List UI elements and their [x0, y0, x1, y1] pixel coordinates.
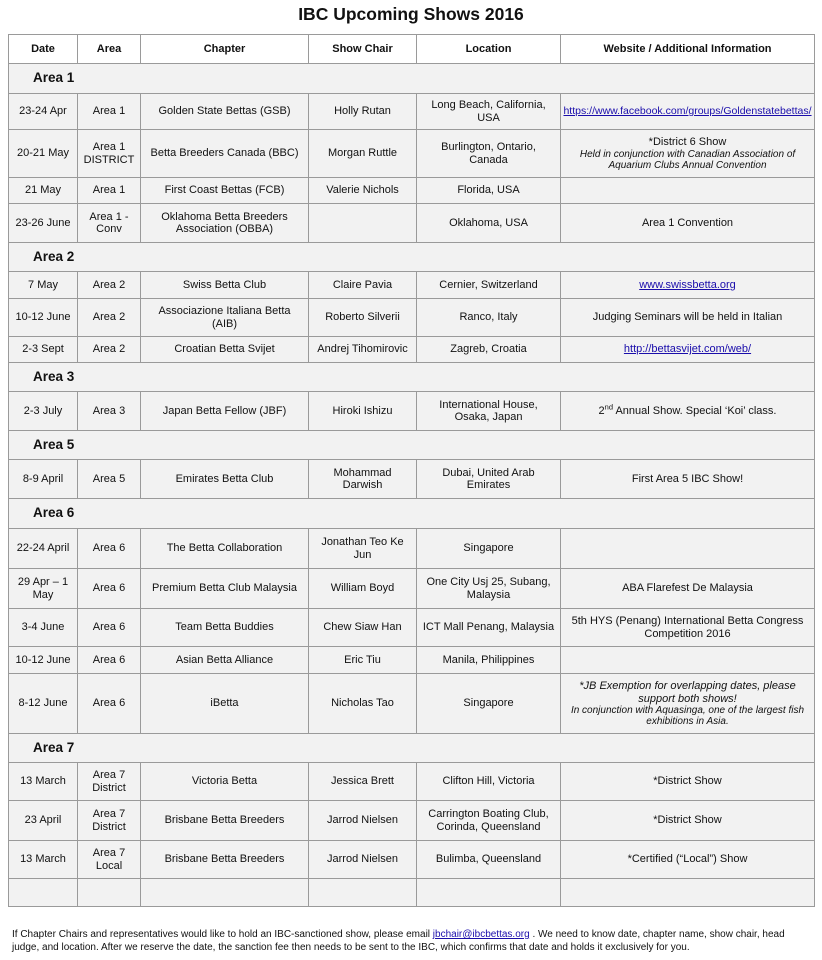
table-row	[9, 674, 815, 734]
info-text: *District 6 Show	[648, 136, 727, 149]
cell-chapter: Japan Betta Fellow (JBF)	[141, 392, 309, 431]
area-heading: Area 1	[9, 64, 815, 94]
cell-info: *District Show	[561, 763, 815, 801]
cell-date: 21 May	[9, 178, 78, 204]
table-row-empty	[9, 879, 815, 907]
cell-location: Burlington, Ontario, Canada	[417, 130, 561, 178]
cell-location: Dubai, United Arab Emirates	[417, 460, 561, 499]
cell-date: 23 April	[9, 801, 78, 841]
cell-chapter: Brisbane Betta Breeders	[141, 841, 309, 879]
header-chapter: Chapter	[141, 35, 309, 64]
website-link[interactable]: http://bettasvijet.com/web/	[623, 343, 752, 356]
cell-area: Area 6	[78, 647, 141, 674]
cell-date: 29 Apr – 1 May	[9, 569, 78, 609]
cell-show-chair: Mohammad Darwish	[309, 460, 417, 499]
table-row	[9, 178, 815, 204]
cell-chapter: iBetta	[141, 674, 309, 734]
cell-info: 5th HYS (Penang) International Betta Congress Competition 2016	[561, 609, 815, 647]
header-area: Area	[78, 35, 141, 64]
cell-chapter: Croatian Betta Svijet	[141, 337, 309, 363]
cell-show-chair: Holly Rutan	[309, 94, 417, 130]
cell-show-chair: Jarrod Nielsen	[309, 801, 417, 841]
cell-area: Area 7 District	[78, 801, 141, 841]
area-heading: Area 7	[9, 734, 815, 763]
cell-chapter: Oklahoma Betta Breeders Association (OBBA)	[141, 204, 309, 243]
cell-chapter: Emirates Betta Club	[141, 460, 309, 499]
cell-area: Area 2	[78, 337, 141, 363]
cell-chapter: Brisbane Betta Breeders	[141, 801, 309, 841]
cell-location: Florida, USA	[417, 178, 561, 204]
cell-area: Area 2	[78, 272, 141, 299]
cell-show-chair: Jessica Brett	[309, 763, 417, 801]
table-row	[9, 569, 815, 609]
table-row	[9, 204, 815, 243]
cell-date: 13 March	[9, 763, 78, 801]
table-row	[9, 529, 815, 569]
header-show-chair: Show Chair	[309, 35, 417, 64]
area-heading: Area 3	[9, 363, 815, 392]
cell-area: Area 6	[78, 569, 141, 609]
cell-show-chair: Valerie Nichols	[309, 178, 417, 204]
cell-area: Area 6	[78, 529, 141, 569]
cell-show-chair: Chew Siaw Han	[309, 609, 417, 647]
cell-area: Area 5	[78, 460, 141, 499]
cell-location: Singapore	[417, 674, 561, 734]
info-text: Annual Show. Special ‘Koi’ class.	[613, 404, 777, 417]
cell-area: Area 1	[78, 178, 141, 204]
cell-date: 10-12 June	[9, 647, 78, 674]
header-location: Location	[417, 35, 561, 64]
cell-area: Area 6	[78, 674, 141, 734]
cell-date: 8-12 June	[9, 674, 78, 734]
table-row	[9, 460, 815, 499]
cell-info: Judging Seminars will be held in Italian	[561, 299, 815, 337]
area-heading-row	[9, 363, 815, 392]
cell-show-chair: Andrej Tihomirovic	[309, 337, 417, 363]
cell-location: Manila, Philippines	[417, 647, 561, 674]
cell-info	[561, 337, 815, 363]
cell-location: Carrington Boating Club, Corinda, Queensland	[417, 801, 561, 841]
cell-show-chair: Jarrod Nielsen	[309, 841, 417, 879]
cell-info	[561, 529, 815, 569]
cell-location: ICT Mall Penang, Malaysia	[417, 609, 561, 647]
cell-info	[561, 178, 815, 204]
cell-date: 23-26 June	[9, 204, 78, 243]
cell-date: 22-24 April	[9, 529, 78, 569]
cell-area: Area 1 - Conv	[78, 204, 141, 243]
cell-show-chair: Nicholas Tao	[309, 674, 417, 734]
header-date: Date	[9, 35, 78, 64]
table-header-row	[9, 35, 815, 64]
cell-chapter: Premium Betta Club Malaysia	[141, 569, 309, 609]
cell-chapter: Swiss Betta Club	[141, 272, 309, 299]
cell-chapter: Victoria Betta	[141, 763, 309, 801]
table-row	[9, 841, 815, 879]
cell-area: Area 6	[78, 609, 141, 647]
website-link[interactable]: www.swissbetta.org	[639, 278, 736, 291]
cell-show-chair: William Boyd	[309, 569, 417, 609]
cell-info: *Certified (“Local”) Show	[561, 841, 815, 879]
cell-show-chair: Eric Tiu	[309, 647, 417, 674]
cell-location: Long Beach, California, USA	[417, 94, 561, 130]
cell-date: 23-24 Apr	[9, 94, 78, 130]
cell-location: Bulimba, Queensland	[417, 841, 561, 879]
cell-date: 13 March	[9, 841, 78, 879]
table-row	[9, 392, 815, 431]
cell-date: 10-12 June	[9, 299, 78, 337]
cell-chapter: The Betta Collaboration	[141, 529, 309, 569]
footer-text-start: If Chapter Chairs and representatives would like to hold an IBC-sanctioned show, please email	[12, 929, 433, 940]
cell-area: Area 7 District	[78, 763, 141, 801]
cell-show-chair: Morgan Ruttle	[309, 130, 417, 178]
cell-info: First Area 5 IBC Show!	[561, 460, 815, 499]
cell-empty	[309, 879, 417, 907]
cell-date: 7 May	[9, 272, 78, 299]
page-title: IBC Upcoming Shows 2016	[298, 4, 524, 24]
shows-table	[8, 34, 815, 907]
cell-info	[561, 130, 815, 178]
table-row	[9, 94, 815, 130]
cell-area: Area 1	[78, 94, 141, 130]
cell-area: Area 7 Local	[78, 841, 141, 879]
cell-date: 8-9 April	[9, 460, 78, 499]
area-heading-row	[9, 431, 815, 460]
cell-chapter: Golden State Bettas (GSB)	[141, 94, 309, 130]
email-link[interactable]: jbchair@ibcbettas.org	[432, 929, 530, 940]
table-row	[9, 609, 815, 647]
cell-show-chair: Hiroki Ishizu	[309, 392, 417, 431]
cell-info	[561, 674, 815, 734]
cell-chapter: Asian Betta Alliance	[141, 647, 309, 674]
info-text: *JB Exemption for overlapping dates, please support both shows!	[579, 680, 796, 705]
cell-location: International House, Osaka, Japan	[417, 392, 561, 431]
website-link[interactable]: https://www.facebook.com/groups/Goldenstatebettas/	[563, 105, 812, 118]
cell-location: Ranco, Italy	[417, 299, 561, 337]
cell-empty	[9, 879, 78, 907]
cell-info: Area 1 Convention	[561, 204, 815, 243]
cell-info	[561, 94, 815, 130]
cell-date: 2-3 Sept	[9, 337, 78, 363]
cell-location: Oklahoma, USA	[417, 204, 561, 243]
table-row	[9, 272, 815, 299]
cell-empty	[78, 879, 141, 907]
cell-info	[561, 392, 815, 431]
cell-area: Area 3	[78, 392, 141, 431]
cell-date: 3-4 June	[9, 609, 78, 647]
footer-text-end: . We need to know date, chapter name, show chair, head judge, and location. After we reserve the date, the sanction fee then needs to be sent to the IBC, which confirms that date and holds it exclusively for you.	[12, 929, 785, 953]
cell-info	[561, 272, 815, 299]
cell-info: ABA Flarefest De Malaysia	[561, 569, 815, 609]
cell-show-chair: Jonathan Teo Ke Jun	[309, 529, 417, 569]
cell-chapter: Associazione Italiana Betta (AIB)	[141, 299, 309, 337]
table-row	[9, 299, 815, 337]
cell-location: Clifton Hill, Victoria	[417, 763, 561, 801]
cell-chapter: Team Betta Buddies	[141, 609, 309, 647]
cell-chapter: Betta Breeders Canada (BBC)	[141, 130, 309, 178]
cell-info: *District Show	[561, 801, 815, 841]
table-row	[9, 337, 815, 363]
area-heading: Area 5	[9, 431, 815, 460]
cell-area: Area 1 DISTRICT	[78, 130, 141, 178]
table-row	[9, 130, 815, 178]
cell-location: One City Usj 25, Subang, Malaysia	[417, 569, 561, 609]
footer-note	[12, 929, 812, 954]
cell-show-chair	[309, 204, 417, 243]
cell-date: 20-21 May	[9, 130, 78, 178]
area-heading: Area 6	[9, 499, 815, 529]
cell-chapter: First Coast Bettas (FCB)	[141, 178, 309, 204]
area-heading-row	[9, 499, 815, 529]
cell-location: Zagreb, Croatia	[417, 337, 561, 363]
table-row	[9, 801, 815, 841]
area-heading-row	[9, 243, 815, 272]
info-ordinal-suffix: nd	[604, 402, 613, 412]
info-ordinal: 2	[598, 404, 605, 417]
cell-show-chair: Roberto Silverii	[309, 299, 417, 337]
cell-location: Singapore	[417, 529, 561, 569]
info-note: In conjunction with Aquasinga, one of the largest fish exhibitions in Asia.	[570, 705, 805, 727]
info-note: Held in conjunction with Canadian Association of Aquarium Clubs Annual Convention	[579, 148, 796, 171]
cell-date: 2-3 July	[9, 392, 78, 431]
area-heading-row	[9, 64, 815, 94]
header-website-info: Website / Additional Information	[561, 35, 815, 64]
area-heading-row	[9, 734, 815, 763]
cell-location: Cernier, Switzerland	[417, 272, 561, 299]
cell-empty	[141, 879, 309, 907]
cell-area: Area 2	[78, 299, 141, 337]
area-heading: Area 2	[9, 243, 815, 272]
table-row	[9, 763, 815, 801]
cell-show-chair: Claire Pavia	[309, 272, 417, 299]
cell-empty	[561, 879, 815, 907]
cell-info	[561, 647, 815, 674]
cell-empty	[417, 879, 561, 907]
table-row	[9, 647, 815, 674]
